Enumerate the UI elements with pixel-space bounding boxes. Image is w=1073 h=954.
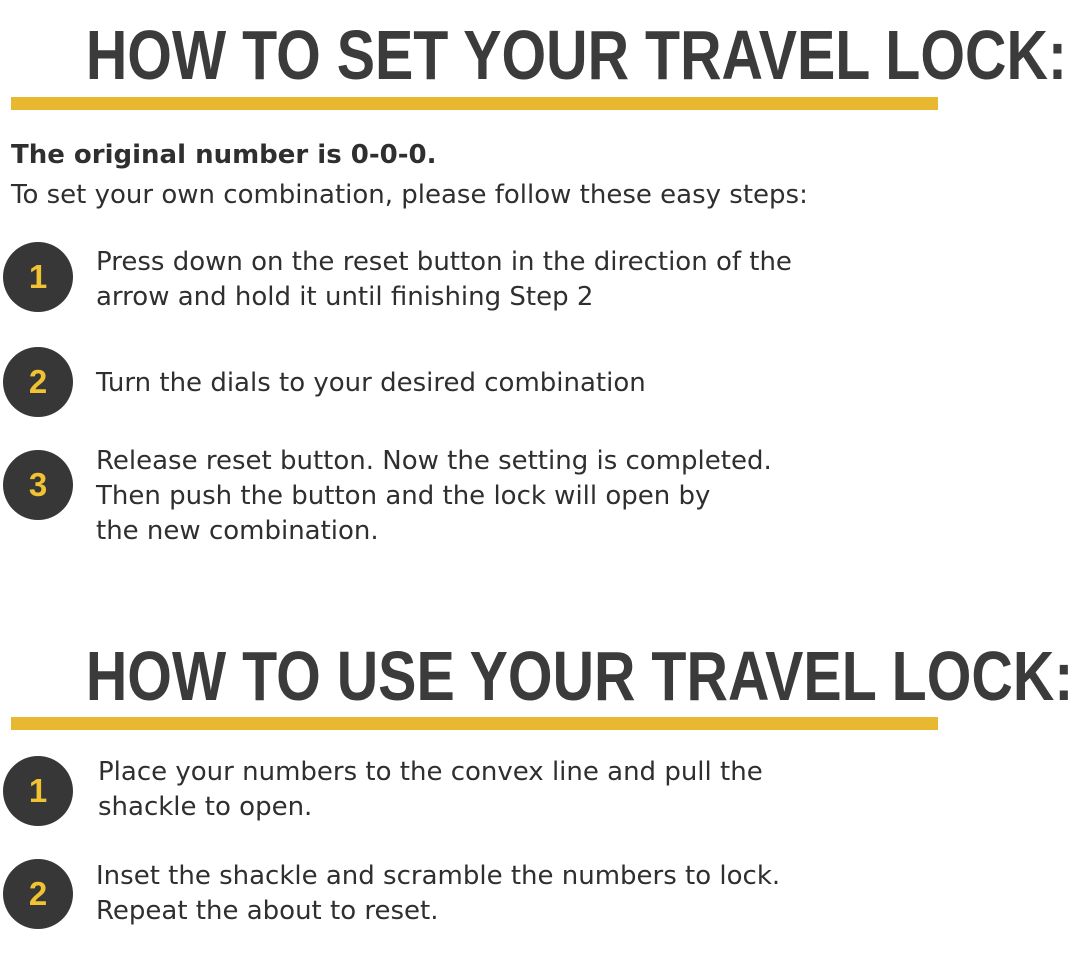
use-step-1-badge: 1 bbox=[3, 756, 73, 826]
set-step-1-text: Press down on the reset button in the direction of the arrow and hold it until finishing Step 2 bbox=[96, 247, 792, 312]
use-lock-heading: HOW TO USE YOUR TRAVEL LOCK: bbox=[85, 637, 1073, 715]
use-step-2-badge: 2 bbox=[3, 859, 73, 929]
set-step-1-badge: 1 bbox=[3, 242, 73, 312]
set-step-2-text: Turn the dials to your desired combination bbox=[96, 368, 646, 398]
instructions-intro: To set your own combination, please follow these easy steps: bbox=[11, 180, 808, 210]
set-step-3-text: Release reset button. Now the setting is completed. Then push the button and the lock will open by the new combination. bbox=[96, 446, 772, 546]
set-step-3-badge: 3 bbox=[3, 450, 73, 520]
use-step-2-text: Inset the shackle and scramble the numbers to lock. Repeat the about to reset. bbox=[96, 861, 781, 926]
use-step-1-text: Place your numbers to the convex line and pull the shackle to open. bbox=[98, 757, 763, 822]
set-step-2-badge: 2 bbox=[3, 347, 73, 417]
set-lock-heading: HOW TO SET YOUR TRAVEL LOCK: bbox=[85, 16, 1068, 94]
use-lock-divider bbox=[11, 717, 938, 730]
set-lock-divider bbox=[11, 97, 938, 110]
original-number-note: The original number is 0-0-0. bbox=[11, 140, 437, 170]
